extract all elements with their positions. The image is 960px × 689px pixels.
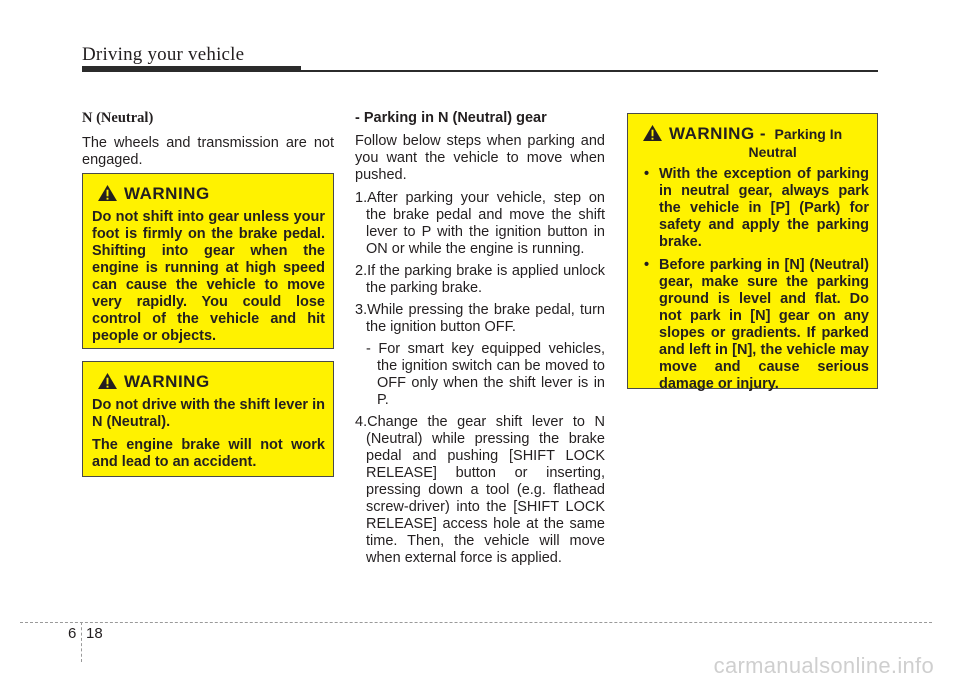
warning-header xyxy=(92,372,325,391)
parking-neutral-heading: - Parking in N (Neutral) gear xyxy=(355,110,547,126)
bullet-icon: • xyxy=(644,166,650,182)
page-number: 18 xyxy=(86,625,103,642)
footer-page-divider xyxy=(81,622,82,662)
left-column xyxy=(82,110,334,169)
warning-box-gear-shift xyxy=(82,173,334,349)
warning-header xyxy=(637,124,869,160)
footer-divider xyxy=(20,622,932,623)
warning-body: Do not shift into gear unless your foot is firmly on the brake pedal. Shifting into gear when the engine is running at high speed can cause the vehicle to move very rapidly. You could lose control of the vehicle and hit people or objects. xyxy=(92,209,325,344)
page-header-title: Driving your vehicle xyxy=(82,44,245,65)
warning-title: WARNING xyxy=(124,184,210,203)
warning-title: WARNING - xyxy=(669,124,767,143)
warning-subtitle-2: Neutral xyxy=(748,144,797,160)
warning-bullets xyxy=(637,166,869,393)
list-item xyxy=(355,302,605,409)
neutral-heading: N (Neutral) xyxy=(82,110,154,126)
parking-intro: Follow below steps when parking and you want the vehicle to move when pushed. xyxy=(355,133,605,183)
warning-title: WARNING xyxy=(124,372,210,391)
list-item xyxy=(355,190,605,258)
neutral-paragraph: The wheels and transmission are not engaged. xyxy=(82,135,334,168)
page-chapter-number: 6 xyxy=(68,625,77,642)
parking-steps xyxy=(355,190,605,567)
step-1: 1.After parking your vehicle, step on the brake pedal and move the shift lever to P with the ignition button in ON or while the engine is running. xyxy=(355,190,605,257)
bullet-icon: • xyxy=(644,257,650,273)
step-4: 4.Change the gear shift lever to N (Neutral) while pressing the brake pedal and pushing [SHIFT LOCK RELEASE] button or inserting, pressing down a tool (e.g. flathead screw-driver) into the [SHIFT LOCK RELEASE] access hole at the same time. Then, the vehicle will move when external force is applied. xyxy=(355,414,605,566)
warning-triangle-icon xyxy=(97,184,118,202)
warning-header xyxy=(92,184,325,203)
warning-box-parking-neutral xyxy=(627,113,878,392)
warning-triangle-icon xyxy=(642,124,663,142)
step-3-sub: - For smart key equipped vehicles, the ignition switch can be moved to OFF only when the shift lever is in P. xyxy=(366,341,605,408)
watermark: carmanualsonline.info xyxy=(713,653,934,678)
warning-subtitle-1: Parking In xyxy=(774,126,843,142)
warning-box-neutral-driving xyxy=(82,361,334,477)
warning-body-1: Do not drive with the shift lever in N (Neutral). xyxy=(92,397,325,430)
step-2: 2.If the parking brake is applied unlock the parking brake. xyxy=(355,263,605,296)
list-item xyxy=(637,166,869,251)
header-rule-thin xyxy=(301,70,878,72)
list-item xyxy=(637,257,869,393)
warning-triangle-icon xyxy=(97,372,118,390)
list-item xyxy=(355,414,605,567)
bullet-text: Before parking in [N] (Neutral) gear, make sure the parking ground is level and flat. Do not park in [N] gear on any slopes or gradients. If parked and left in [N], the vehicle may move and cause serious damage or injury. xyxy=(659,257,869,392)
list-item xyxy=(355,263,605,297)
step-3: 3.While pressing the brake pedal, turn the ignition button OFF. xyxy=(355,302,605,335)
header-rule-thick xyxy=(82,66,301,72)
middle-column xyxy=(355,110,605,572)
warning-title-group xyxy=(669,124,842,160)
warning-body-2: The engine brake will not work and lead to an accident. xyxy=(92,437,325,470)
bullet-text: With the exception of parking in neutral gear, always park the vehicle in [P] (Park) for safety and apply the parking brake. xyxy=(659,166,869,250)
